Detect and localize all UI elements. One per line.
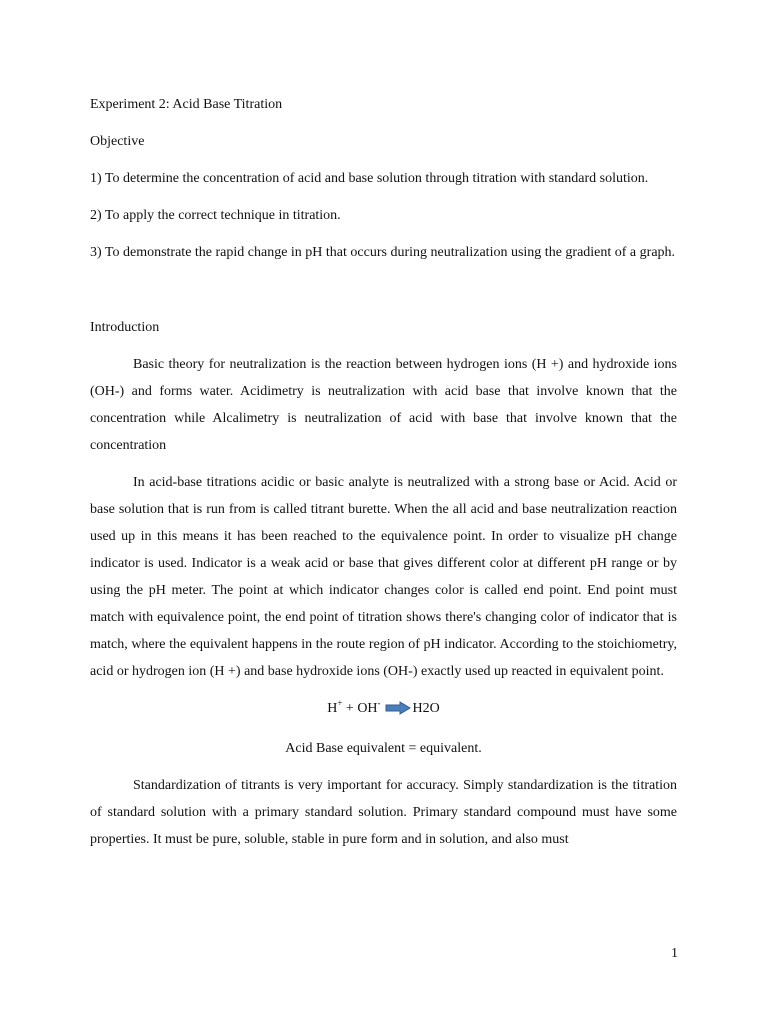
standardization-paragraph: Standardization of titrants is very important for accuracy. Simply standardization is the titration of standard solution with a primary standard solution. Primary standard compound must have some properties. It must be pure, soluble, stable in pure form and in solution, and also must (90, 778, 677, 847)
page-content (90, 91, 677, 863)
objective-item-3: 3) To demonstrate the rapid change in pH that occurs during neutralization using the gradient of a graph. (90, 245, 676, 260)
spacer (90, 276, 677, 314)
equation-hydrogen-charge: + (337, 698, 343, 708)
intro-paragraph-2: In acid-base titrations acidic or basic analyte is neutralized with a strong base or Acid. Acid or base solution that is run from is called titrant burette. When the all acid and base neutralization reaction used up in this means it has been reached to the equivalence point. In order to visualize pH change indicator is used. Indicator is a weak acid or base that gives different color at different pH range or by using the pH meter. The point at which indicator changes color is called end point. End point must match with equivalence point, the end point of titration shows there's changing color of indicator that is match, where the equivalent happens in the route region of pH indicator. According to the stoichiometry, acid or hydrogen ion (H +) and base hydroxide ions (OH-) exactly used up reacted in equivalent point. (90, 475, 677, 679)
intro-paragraph-1: Basic theory for neutralization is the reaction between hydrogen ions (H +) and hydroxide ions (OH-) and forms water. Acidimetry is neutralization with acid base that involve known that the concentration while Alcalimetry is neutralization of acid with base that involve known that the concentration (90, 357, 677, 453)
equation-product: H2O (412, 701, 440, 716)
objective-heading: Objective (90, 134, 145, 149)
equation-hydroxide-charge: - (377, 698, 381, 708)
page-number: 1 (671, 946, 678, 961)
objective-item-2: 2) To apply the correct technique in titration. (90, 208, 341, 223)
document-title: Experiment 2: Acid Base Titration (90, 97, 283, 112)
objective-item-1: 1) To determine the concentration of acid and base solution through titration with standard solution. (90, 171, 649, 186)
equation-hydroxide: + OH (342, 701, 378, 716)
right-arrow-icon (385, 698, 411, 725)
equivalence-statement: Acid Base equivalent = equivalent. (285, 741, 482, 756)
neutralization-equation (90, 695, 677, 725)
equation-hydrogen: H (327, 701, 338, 716)
introduction-heading: Introduction (90, 320, 160, 335)
